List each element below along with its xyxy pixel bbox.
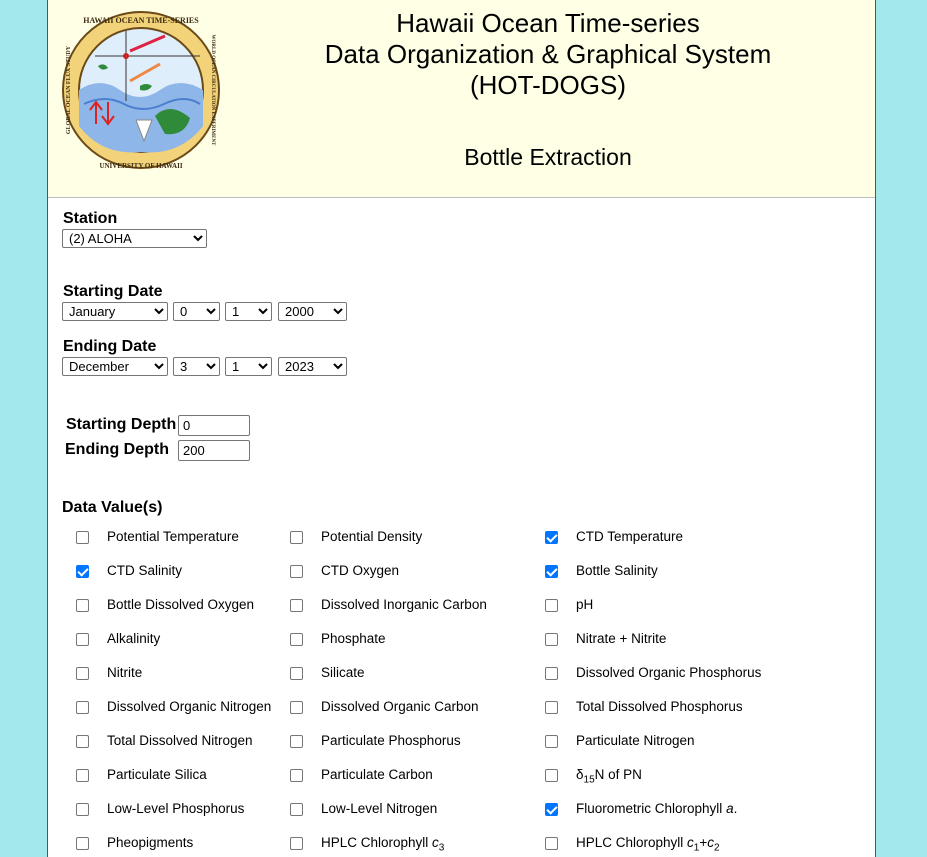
data-value-label[interactable]: Low-Level Phosphorus: [107, 801, 245, 816]
station-select[interactable]: [62, 229, 207, 248]
title-line-3: (HOT-DOGS): [470, 70, 626, 100]
data-value-label[interactable]: Pheopigments: [107, 835, 194, 850]
page-subtitle: Bottle Extraction: [464, 144, 632, 170]
data-value-checkbox[interactable]: [76, 667, 89, 680]
station-label: Station: [63, 210, 118, 227]
end-year-select[interactable]: [278, 357, 347, 376]
data-value-label[interactable]: Low-Level Nitrogen: [321, 801, 438, 816]
data-value-checkbox[interactable]: [545, 599, 558, 612]
start-year-select[interactable]: [278, 302, 347, 321]
data-value-label[interactable]: Dissolved Inorganic Carbon: [321, 597, 487, 612]
data-value-checkbox[interactable]: [290, 633, 303, 646]
data-value-label[interactable]: Dissolved Organic Carbon: [321, 699, 479, 714]
data-value-checkbox[interactable]: [290, 837, 303, 850]
data-value-checkbox[interactable]: [76, 735, 89, 748]
data-value-checkbox[interactable]: [290, 565, 303, 578]
data-value-label[interactable]: CTD Salinity: [107, 563, 183, 578]
data-value-checkbox[interactable]: [290, 769, 303, 782]
data-value-checkbox[interactable]: [290, 735, 303, 748]
data-value-checkbox[interactable]: [545, 837, 558, 850]
data-value-checkbox[interactable]: [76, 803, 89, 816]
data-value-checkbox[interactable]: [545, 667, 558, 680]
data-value-label[interactable]: Total Dissolved Nitrogen: [107, 733, 253, 748]
data-value-checkbox[interactable]: [290, 667, 303, 680]
page-title: [233, 8, 863, 101]
end-day-tens-select[interactable]: [173, 357, 220, 376]
data-value-checkbox[interactable]: [545, 803, 558, 816]
data-value-checkbox[interactable]: [545, 735, 558, 748]
data-value-checkbox[interactable]: [545, 531, 558, 544]
hot-logo-icon: [60, 6, 222, 174]
start-month-select[interactable]: [62, 302, 168, 321]
data-value-label[interactable]: pH: [576, 597, 594, 612]
data-value-label[interactable]: Potential Density: [321, 529, 423, 544]
data-value-label[interactable]: Silicate: [321, 665, 365, 680]
data-value-label[interactable]: Total Dissolved Phosphorus: [576, 699, 743, 714]
data-value-label[interactable]: Potential Temperature: [107, 529, 239, 544]
data-value-label[interactable]: HPLC Chlorophyll $c_1+c_2$: [576, 835, 720, 854]
title-line-2: Data Organization & Graphical System: [324, 39, 772, 69]
data-value-label[interactable]: Particulate Silica: [107, 767, 207, 782]
data-value-checkbox[interactable]: [76, 701, 89, 714]
data-value-checkbox[interactable]: [545, 769, 558, 782]
ending-depth-label: Ending Depth: [65, 441, 169, 458]
page-header: [48, 0, 875, 198]
data-value-label[interactable]: Bottle Dissolved Oxygen: [107, 597, 255, 612]
logo-text-bottom: UNIVERSITY OF HAWAII: [99, 162, 183, 170]
data-value-label[interactable]: $\delta_{15}N$ of PN: [576, 767, 642, 786]
data-value-label[interactable]: Particulate Nitrogen: [576, 733, 695, 748]
ending-date-label: Ending Date: [63, 338, 157, 355]
data-value-checkbox[interactable]: [76, 633, 89, 646]
logo-text-left: GLOBAL OCEAN FLUX STUDY: [66, 45, 72, 135]
data-value-checkbox[interactable]: [76, 769, 89, 782]
data-value-checkbox[interactable]: [76, 599, 89, 612]
ending-depth-input[interactable]: [178, 440, 250, 461]
logo-text-top: HAWAII OCEAN TIME-SERIES: [83, 16, 199, 25]
data-value-checkbox[interactable]: [545, 633, 558, 646]
data-values-label: Data Value(s): [62, 499, 163, 516]
end-day-ones-select[interactable]: [225, 357, 272, 376]
data-value-label[interactable]: Fluorometric Chlorophyll a.: [576, 801, 738, 816]
starting-date-label: Starting Date: [63, 283, 163, 300]
start-day-tens-select[interactable]: [173, 302, 220, 321]
data-value-checkbox[interactable]: [290, 599, 303, 612]
data-value-label[interactable]: Bottle Salinity: [576, 563, 658, 578]
data-value-checkbox[interactable]: [290, 701, 303, 714]
end-month-select[interactable]: [62, 357, 168, 376]
data-value-label[interactable]: Dissolved Organic Nitrogen: [107, 699, 272, 714]
data-value-label[interactable]: Alkalinity: [107, 631, 161, 646]
starting-depth-input[interactable]: [178, 415, 250, 436]
data-value-checkbox[interactable]: [76, 531, 89, 544]
data-value-checkbox[interactable]: [545, 701, 558, 714]
data-value-checkbox[interactable]: [76, 565, 89, 578]
logo-text-right: WORLD OCEAN CIRCULATION EXPERIMENT: [210, 34, 215, 146]
data-value-checkbox[interactable]: [76, 837, 89, 850]
data-value-label[interactable]: CTD Oxygen: [321, 563, 400, 578]
data-value-label[interactable]: Particulate Carbon: [321, 767, 433, 782]
data-value-label[interactable]: Nitrate + Nitrite: [576, 631, 667, 646]
data-value-label[interactable]: Particulate Phosphorus: [321, 733, 461, 748]
start-day-ones-select[interactable]: [225, 302, 272, 321]
data-value-label[interactable]: Phosphate: [321, 631, 386, 646]
title-line-1: Hawaii Ocean Time-series: [396, 8, 700, 38]
data-value-label[interactable]: CTD Temperature: [576, 529, 684, 544]
data-value-label[interactable]: HPLC Chlorophyll $c_3$: [321, 835, 445, 854]
starting-depth-label: Starting Depth: [66, 416, 177, 433]
data-value-label[interactable]: Dissolved Organic Phosphorus: [576, 665, 762, 680]
data-value-label[interactable]: Nitrite: [107, 665, 143, 680]
page-container: [47, 0, 876, 857]
data-value-checkbox[interactable]: [545, 565, 558, 578]
data-value-checkbox[interactable]: [290, 531, 303, 544]
data-value-checkbox[interactable]: [290, 803, 303, 816]
